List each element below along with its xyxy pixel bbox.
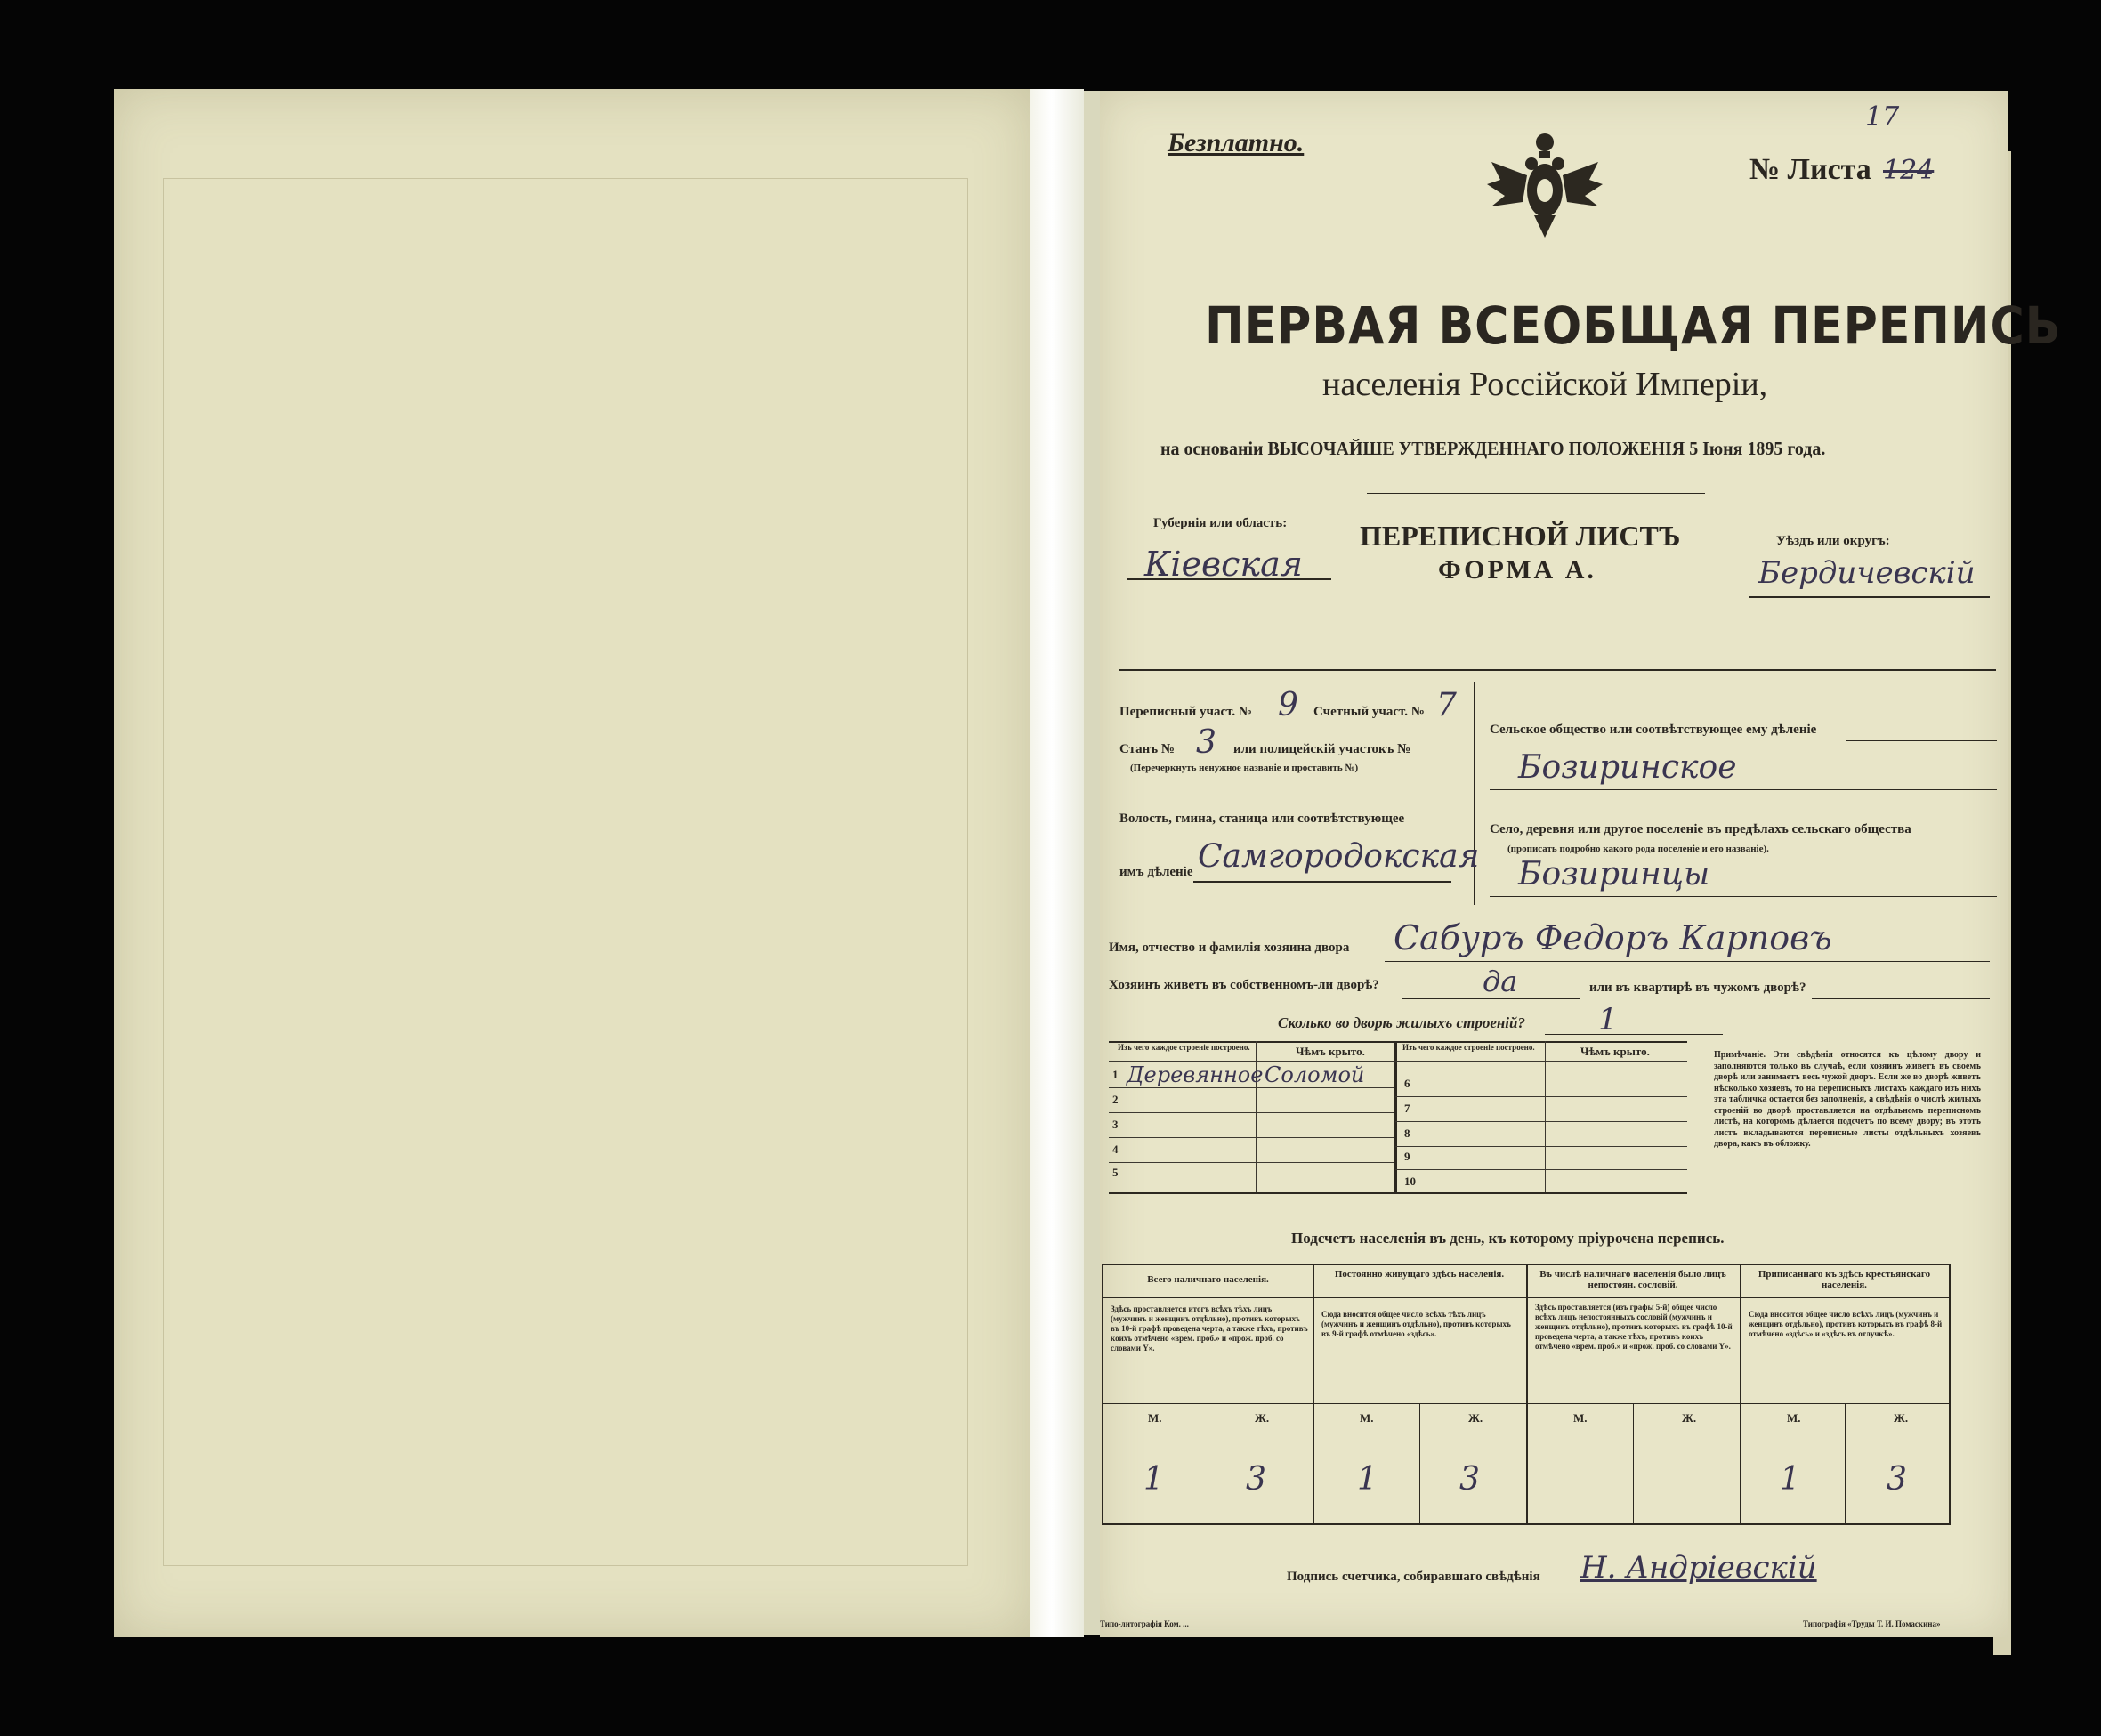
title-divider: [1367, 493, 1705, 494]
binding-spine: [1030, 89, 1084, 1637]
row1-material-value: Деревянное: [1127, 1062, 1264, 1087]
count-value-8: 3: [1887, 1461, 1907, 1498]
population-count-table: [1102, 1264, 1951, 1525]
village-label: Село, деревня или другое поселеніе въ предѣлахъ сельскаго общества: [1490, 822, 1911, 836]
society-value: Бозиринское: [1518, 749, 1737, 786]
sex-m-4: М.: [1787, 1411, 1801, 1425]
gubernia-box: [1119, 509, 1331, 671]
owner-label: Имя, отчество и фамилія хозяина двора: [1109, 941, 1350, 955]
form-main-title: ПЕРВАЯ ВСЕОБЩАЯ ПЕРЕПИСЬ: [1205, 295, 2062, 356]
buildings-underline: [1545, 1034, 1723, 1035]
row-num-6: 6: [1404, 1077, 1410, 1090]
gubernia-underline: [1127, 578, 1331, 580]
row-num-8: 8: [1404, 1126, 1410, 1140]
society-underline-top: [1846, 740, 1997, 741]
printer-right: Типографія «Труды Т. И. Помаскина»: [1803, 1619, 1941, 1628]
stan-value: 3: [1196, 724, 1216, 761]
buildings-col-material-2: Изъ чего каждое строеніе построено.: [1402, 1043, 1535, 1052]
count-note-peasant: Сюда вносится общее число всѣхъ лицъ (мужчинъ и женщинъ отдѣльно), противъ которыхъ въ графѣ 8-й отмѣчено «здѣсь» и «здѣсь въ отлучкѣ».: [1749, 1310, 1943, 1338]
count-header-peasant: Приписаннаго къ здѣсь крестьянскаго населенія.: [1758, 1269, 1931, 1290]
sheet-number-old: 124: [1883, 155, 1935, 186]
census-sheet-title: ПЕРЕПИСНОЙ ЛИСТЪ: [1360, 520, 1681, 552]
uezd-underline: [1749, 596, 1990, 598]
row-num-4: 4: [1112, 1143, 1119, 1156]
buildings-col-material: Изъ чего каждое строеніе построено.: [1118, 1043, 1250, 1052]
sex-m-3: М.: [1573, 1411, 1588, 1425]
society-label: Сельское общество или соотвѣтствующее ему дѣленіе: [1490, 723, 1817, 737]
row-num-9: 9: [1404, 1150, 1410, 1163]
gubernia-label: Губернія или область:: [1153, 516, 1288, 530]
volost-label-2: имъ дѣленіе: [1119, 865, 1193, 879]
sheet-number-value: 17: [1865, 101, 1900, 133]
form-subtitle: населенія Россійской Имперіи,: [1322, 366, 1768, 403]
sex-f-3: Ж.: [1682, 1411, 1697, 1425]
stan-note: (Перечеркнуть ненужное названіе и проставить №): [1130, 763, 1359, 773]
printer-left: Типо-литографія Ком. ...: [1100, 1619, 1189, 1628]
binding-edge: [1084, 91, 1102, 1635]
gubernia-value: Кіевская: [1144, 545, 1303, 584]
village-value: Бозиринцы: [1518, 856, 1710, 892]
section-top-rule: [1119, 669, 1996, 671]
signature-label: Подпись счетчика, собиравшаго свѣдѣнія: [1287, 1570, 1540, 1584]
free-label: Безплатно.: [1168, 128, 1305, 157]
own-yard-label: Хозяинъ живетъ въ собственномъ-ли дворѣ?: [1109, 978, 1379, 992]
count-note-nonpermanent: Здѣсь проставляется (изъ графы 5-й) общее число всѣхъ лицъ непостоянныхъ сословій (мужчинъ и женщинъ отдѣльно), противъ которыхъ въ графѣ 10-й проведена черта, а также тѣхъ, противъ коихъ отмѣчено «врем. проб.» и «прож. проб. со словами Y».: [1535, 1303, 1733, 1351]
owner-value: Сабуръ Федоръ Карповъ: [1394, 918, 1832, 957]
counting-district-value: 7: [1436, 687, 1457, 723]
sex-f-1: Ж.: [1255, 1411, 1270, 1425]
row-num-10: 10: [1404, 1175, 1416, 1188]
count-value-1: 1: [1143, 1461, 1164, 1498]
stan-label: Станъ №: [1119, 742, 1175, 756]
census-district-label: Переписный участ. №: [1119, 705, 1252, 719]
count-header-present: Всего наличнаго населенія.: [1147, 1274, 1269, 1285]
sex-f-2: Ж.: [1468, 1411, 1483, 1425]
signature-value: Н. Андріевскій: [1580, 1550, 1817, 1586]
count-value-7: 1: [1780, 1461, 1800, 1498]
count-note-present: Здѣсь проставляется итогъ всѣхъ тѣхъ лицъ (мужчинъ и женщинъ отдѣльно), противъ которыхъ въ 10-й графѣ проведена черта, а также тѣхъ, противъ коихъ отмѣчено «врем. проб.» и «прож. проб. со словами Y».: [1111, 1304, 1308, 1352]
census-district-value: 9: [1278, 687, 1298, 723]
row-num-7: 7: [1404, 1102, 1410, 1115]
society-underline: [1490, 789, 1997, 790]
count-value-3: 1: [1357, 1461, 1378, 1498]
buildings-label: Сколько во дворѣ жилыхъ строеній?: [1278, 1014, 1525, 1031]
rented-underline: [1812, 998, 1990, 999]
buildings-table: [1109, 1041, 1687, 1194]
rented-label: или въ квартирѣ въ чужомъ дворѣ?: [1589, 981, 1806, 995]
counting-district-label: Счетный участ. №: [1313, 705, 1425, 719]
row1-roof-value: Соломой: [1265, 1062, 1365, 1087]
row-num-1: 1: [1112, 1068, 1119, 1081]
buildings-col-roof: Чѣмъ крыто.: [1296, 1045, 1365, 1058]
sex-m-2: М.: [1360, 1411, 1374, 1425]
count-value-4: 3: [1459, 1461, 1480, 1498]
imperial-eagle-emblem: [1483, 126, 1607, 242]
own-yard-value: да: [1483, 965, 1518, 998]
volost-value: Самгородокская: [1198, 838, 1480, 875]
buildings-value: 1: [1598, 1002, 1618, 1038]
count-header-resident: Постоянно живущаго здѣсь населенія.: [1334, 1269, 1505, 1280]
count-title: Подсчетъ населенія въ день, къ которому пріурочена перепись.: [1291, 1230, 1725, 1247]
sex-f-4: Ж.: [1894, 1411, 1909, 1425]
sheet-number-label: № Листа: [1749, 153, 1871, 186]
volost-label: Волость, гмина, станица или соотвѣтствующее: [1119, 811, 1405, 826]
count-note-resident: Сюда вносится общее число всѣхъ тѣхъ лицъ (мужчинъ и женщинъ отдѣльно), противъ которыхъ въ 9-й графѣ отмѣчено «здѣсь».: [1321, 1310, 1511, 1338]
left-page-frame: [163, 178, 968, 1566]
uezd-value: Бердичевскій: [1758, 555, 1976, 591]
count-value-2: 3: [1246, 1461, 1266, 1498]
census-form-page: [1100, 91, 2062, 1637]
buildings-note: Примѣчаніе. Эти свѣдѣнія относятся къ цѣлому двору и заполняются только въ случаѣ, если хозяинъ живетъ въ своемъ дворѣ или занимаетъ весь чужой дворъ. Если же во дворѣ живетъ нѣсколько хозяевъ, то на переписныхъ листахъ каждаго изъ нихъ эта табличка остается без заполненія, а свѣдѣнія о числѣ жилыхъ строеній во дворѣ проставляется на отдѣльномъ переписномъ листѣ, на которомъ дѣлается подсчетъ по всему двору; въ этотъ листъ вкладываются переписные листы отдѣльныхъ хозяевъ двора, какъ въ обложку.: [1714, 1050, 1981, 1149]
count-header-nonpermanent: Въ числѣ наличнаго населенія было лицъ непостоян. сословій.: [1539, 1269, 1726, 1290]
form-type-title: ФОРМА А.: [1438, 555, 1596, 585]
village-note: (прописать подробно какого рода поселеніе и его названіе).: [1507, 844, 1769, 854]
owner-underline: [1385, 961, 1990, 962]
buildings-col-roof-2: Чѣмъ крыто.: [1580, 1045, 1650, 1058]
left-blank-page: [114, 89, 1030, 1637]
village-underline: [1490, 896, 1997, 897]
row-num-5: 5: [1112, 1166, 1119, 1179]
volost-underline: [1193, 881, 1451, 883]
row-num-3: 3: [1112, 1118, 1119, 1131]
sex-m-1: М.: [1148, 1411, 1162, 1425]
form-basis: на основаніи ВЫСОЧАЙШЕ УТВЕРЖДЕННАГО ПОЛОЖЕНІЯ 5 Іюня 1895 года.: [1160, 438, 1826, 459]
police-district-label: или полицейскій участокъ №: [1233, 742, 1411, 756]
row-num-2: 2: [1112, 1093, 1119, 1106]
own-yard-underline: [1402, 998, 1580, 999]
uezd-label: Уѣздъ или округъ:: [1776, 534, 1890, 548]
